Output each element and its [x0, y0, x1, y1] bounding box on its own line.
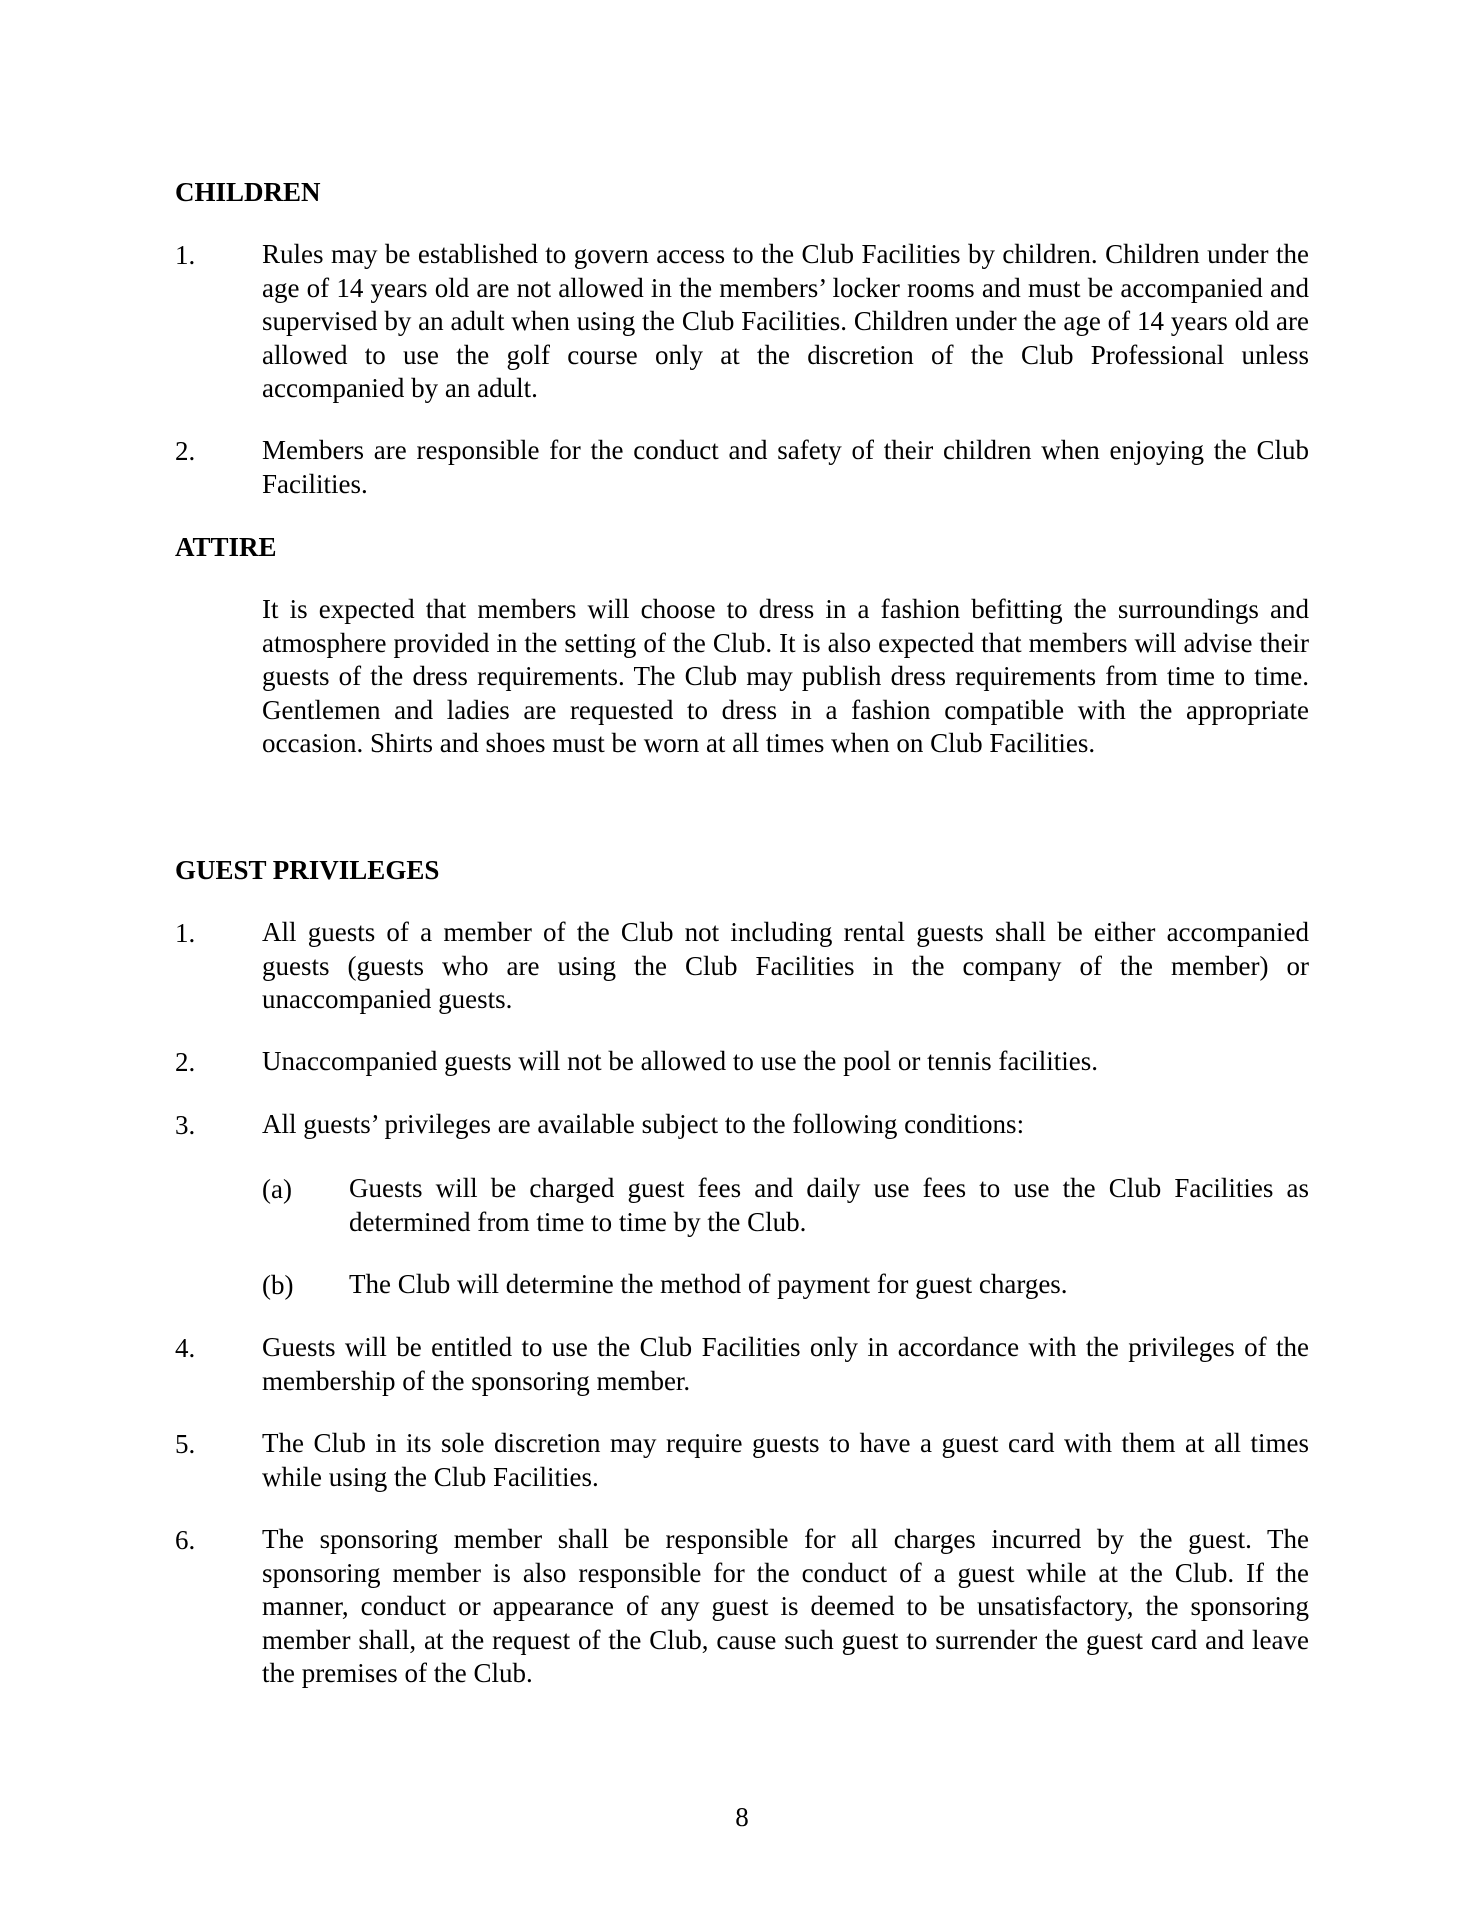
attire-paragraph: It is expected that members will choose to dress in a fashion befitting the surroundings and atmosphere provided in the setting of the Club. It is also expected that members will advise their guests of the dress requirements. The Club may publish dress requirements from time to time. Gentlemen and ladies are requested to dress in a fashion compatible with the appropriate occasion. Shirts and shoes must be worn at all times when on Club Facilities. [262, 594, 1309, 759]
section-heading-guest-privileges: GUEST PRIVILEGES [175, 855, 440, 885]
sub-list-item-text: Guests will be charged guest fees and daily use fees to use the Club Facilities as determined from time to time by the Club. [349, 1173, 1309, 1237]
list-item-text: Members are responsible for the conduct and safety of their children when enjoying the Club Facilities. [262, 435, 1309, 499]
list-number: 5. [175, 1429, 196, 1459]
list-number: 6. [175, 1525, 196, 1555]
sub-list-number: (a) [262, 1174, 292, 1204]
list-number: 4. [175, 1333, 196, 1363]
list-item-text: All guests’ privileges are available subject to the following conditions: [262, 1109, 1025, 1139]
list-item-text: The Club in its sole discretion may require guests to have a guest card with them at all times while using the Club Facilities. [262, 1428, 1309, 1492]
page-number: 8 [735, 1802, 749, 1832]
list-item-text: The sponsoring member shall be responsible for all charges incurred by the guest. The sponsoring member is also responsible for the conduct of a guest while at the Club. If the manner, conduct or appearance of any guest is deemed to be unsatisfactory, the sponsoring member shall, at the request of the Club, cause such guest to surrender the guest card and leave the premises of the Club. [262, 1524, 1309, 1689]
sub-list-item-text: The Club will determine the method of payment for guest charges. [349, 1269, 1068, 1299]
section-heading-children: CHILDREN [175, 177, 321, 207]
list-item-text: Guests will be entitled to use the Club Facilities only in accordance with the privileges of the membership of the sponsoring member. [262, 1332, 1309, 1396]
list-number: 3. [175, 1110, 196, 1140]
list-number: 2. [175, 1047, 196, 1077]
sub-list-number: (b) [262, 1270, 294, 1300]
list-number: 2. [175, 436, 196, 466]
section-heading-attire: ATTIRE [175, 532, 277, 562]
list-item-text: All guests of a member of the Club not including rental guests shall be either accompanied guests (guests who are using the Club Facilities in the company of the member) or unaccompanied guests. [262, 917, 1309, 1015]
list-item-text: Rules may be established to govern access to the Club Facilities by children. Children under the age of 14 years old are not allowed in the members’ locker rooms and must be accompanied and supervised by an adult when using the Club Facilities. Children under the age of 14 years old are allowed to use the golf course only at the discretion of the Club Professional unless accompanied by an adult. [262, 239, 1309, 404]
list-number: 1. [175, 240, 196, 270]
list-item-text: Unaccompanied guests will not be allowed to use the pool or tennis facilities. [262, 1046, 1099, 1076]
list-number: 1. [175, 918, 196, 948]
